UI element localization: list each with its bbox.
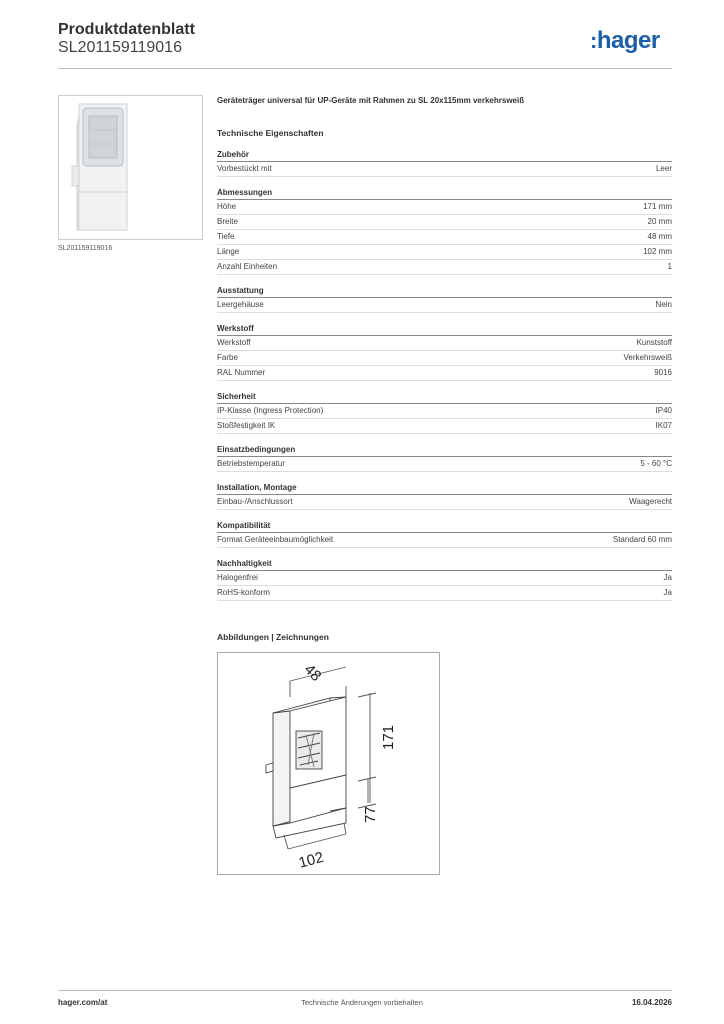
spec-group-title: Einsatzbedingungen xyxy=(217,445,672,457)
footer-date: 16.04.2026 xyxy=(631,998,672,1007)
footer-note: Technische Änderungen vorbehalten xyxy=(301,998,423,1007)
spec-label: Leergehäuse xyxy=(217,300,264,309)
spec-value: 5 - 60 °C xyxy=(640,459,672,468)
dim-depth-label: 48 xyxy=(300,660,325,685)
spec-label: Breite xyxy=(217,217,238,226)
spec-value: Verkehrsweiß xyxy=(623,353,672,362)
spec-group xyxy=(217,324,672,381)
spec-label: Anzahl Einheiten xyxy=(217,262,278,271)
spec-label: Länge xyxy=(217,247,240,256)
spec-row xyxy=(217,230,672,245)
spec-label: RAL Nummer xyxy=(217,368,266,377)
spec-row xyxy=(217,245,672,260)
spec-row xyxy=(217,351,672,366)
spec-row xyxy=(217,533,672,548)
spec-group xyxy=(217,188,672,275)
spec-row xyxy=(217,571,672,586)
spec-row xyxy=(217,495,672,510)
spec-label: Betriebstemperatur xyxy=(217,459,286,468)
spec-label: Einbau-/Anschlussort xyxy=(217,497,293,506)
spec-row xyxy=(217,162,672,177)
spec-label: Vorbestückt mit xyxy=(217,164,272,173)
spec-label: Stoßfestigkeit IK xyxy=(217,421,276,430)
spec-value: 171 mm xyxy=(643,202,672,211)
spec-label: Höhe xyxy=(217,202,237,211)
dim-length-label: 102 xyxy=(296,848,326,872)
spec-value: Ja xyxy=(663,573,672,582)
spec-value: Ja xyxy=(663,588,672,597)
spec-row xyxy=(217,200,672,215)
dim-lower-label: 77 xyxy=(362,806,379,823)
spec-label: RoHS-konform xyxy=(217,588,270,597)
device-carrier-icon xyxy=(59,96,202,239)
spec-group-title: Ausstattung xyxy=(217,286,672,298)
dim-height-label: 171 xyxy=(380,724,397,750)
spec-value: Waagerecht xyxy=(629,497,672,506)
spec-value: Nein xyxy=(655,300,672,309)
spec-value: Standard 60 mm xyxy=(612,535,672,544)
spec-group-title: Sicherheit xyxy=(217,392,672,404)
spec-group xyxy=(217,150,672,177)
spec-label: IP-Klasse (Ingress Protection) xyxy=(217,406,324,415)
spec-row xyxy=(217,586,672,601)
page-title: Produktdatenblatt xyxy=(58,21,195,38)
logo-mark-icon: : xyxy=(590,28,597,53)
spec-value: 9016 xyxy=(654,368,672,377)
spec-group-title: Abmessungen xyxy=(217,188,672,200)
spec-label: Halogenfrei xyxy=(217,573,258,582)
spec-group xyxy=(217,392,672,434)
product-code: SL201159119016 xyxy=(58,39,182,56)
spec-row xyxy=(217,419,672,434)
spec-value: 48 mm xyxy=(647,232,672,241)
spec-group-title: Nachhaltigkeit xyxy=(217,559,672,571)
spec-label: Werkstoff xyxy=(217,338,251,347)
spec-group xyxy=(217,521,672,548)
footer-divider xyxy=(58,990,672,991)
spec-row xyxy=(217,260,672,275)
spec-groups xyxy=(217,150,672,601)
logo-text: hager xyxy=(596,27,660,54)
spec-label: Format Geräteeinbaumöglichkeit xyxy=(217,535,334,544)
spec-value: 1 xyxy=(667,262,672,271)
spec-row xyxy=(217,298,672,313)
spec-row xyxy=(217,366,672,381)
spec-row xyxy=(217,457,672,472)
brand-logo xyxy=(590,27,660,55)
product-description: Geräteträger universal für UP-Geräte mit Rahmen zu SL 20x115mm verkehrsweiß xyxy=(217,96,525,105)
header-divider xyxy=(58,68,672,69)
spec-group xyxy=(217,445,672,472)
drawings-heading: Abbildungen | Zeichnungen xyxy=(217,632,329,642)
spec-row xyxy=(217,404,672,419)
spec-label: Farbe xyxy=(217,353,238,362)
spec-row xyxy=(217,215,672,230)
spec-value: Kunststoff xyxy=(636,338,672,347)
spec-row xyxy=(217,336,672,351)
technical-drawing-icon xyxy=(218,653,439,874)
spec-group-title: Installation, Montage xyxy=(217,483,672,495)
spec-value: 102 mm xyxy=(643,247,672,256)
product-image xyxy=(58,95,203,240)
spec-value: IK07 xyxy=(655,421,672,430)
spec-group xyxy=(217,483,672,510)
spec-content xyxy=(217,96,672,612)
footer-website: hager.com/at xyxy=(58,998,108,1007)
spec-value: 20 mm xyxy=(647,217,672,226)
spec-group-title: Werkstoff xyxy=(217,324,672,336)
spec-group xyxy=(217,559,672,601)
spec-group-title: Zubehör xyxy=(217,150,672,162)
spec-group-title: Kompatibilität xyxy=(217,521,672,533)
product-image-caption: SL201159119016 xyxy=(58,245,113,252)
dimension-drawing xyxy=(217,652,440,875)
spec-group xyxy=(217,286,672,313)
spec-label: Tiefe xyxy=(217,232,235,241)
technical-heading: Technische Eigenschaften xyxy=(217,128,324,138)
spec-value: IP40 xyxy=(655,406,672,415)
spec-value: Leer xyxy=(655,164,672,173)
